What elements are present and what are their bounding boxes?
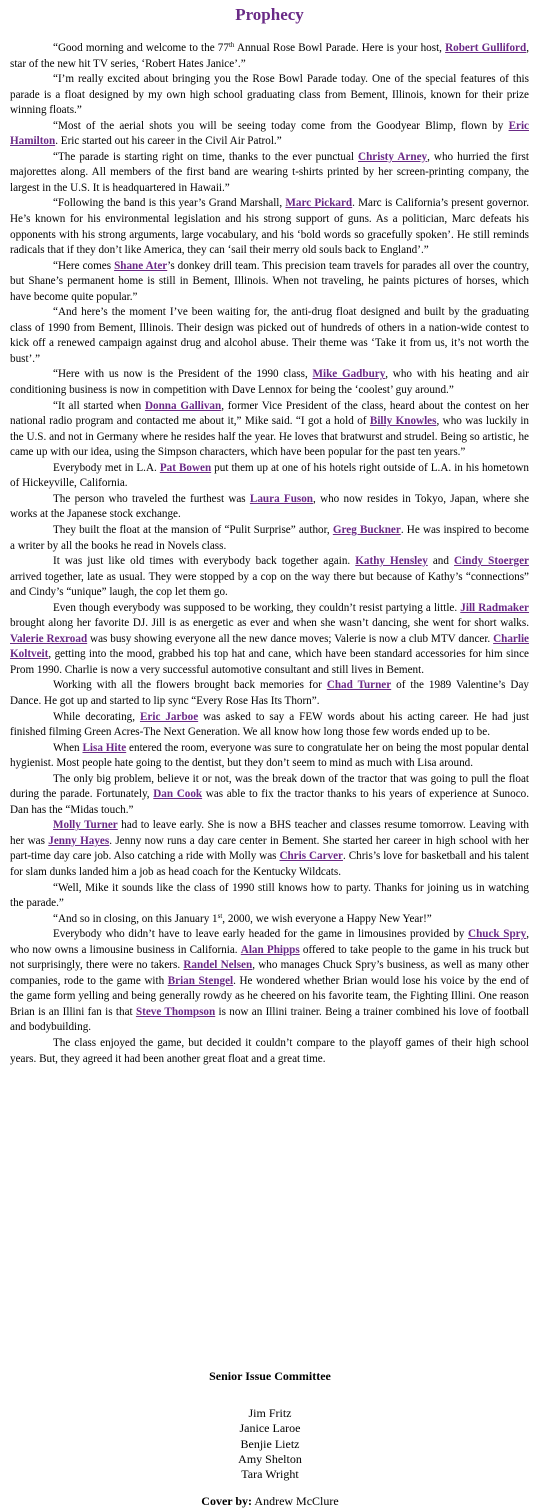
classmate-name-link[interactable]: Alan Phipps <box>240 943 300 956</box>
paragraph <box>10 461 529 492</box>
paragraph-text: The class enjoyed the game, but decided it couldn’t compare to the playoff games of their high school years. But, they agreed it had been another great float and a great time. <box>10 1037 529 1065</box>
paragraph <box>10 196 529 258</box>
paragraph-text: “Following the band is this year’s Grand Marshall, <box>53 197 286 210</box>
classmate-name-link[interactable]: Billy Knowles <box>369 415 437 428</box>
classmate-name-link[interactable]: Pat Bowen <box>159 461 212 474</box>
committee-member: Amy Shelton <box>238 1451 302 1466</box>
classmate-name-link[interactable]: Dan Cook <box>153 788 203 801</box>
classmate-name-link[interactable]: Cindy Stoerger <box>454 555 530 568</box>
paragraph <box>10 678 529 709</box>
paragraph <box>10 259 529 306</box>
paragraph <box>10 305 529 367</box>
senior-issue-committee <box>0 1369 540 1482</box>
paragraph-text: , who now resides in Tokyo, Japan, where she works at the Japanese stock exchange. <box>10 492 530 521</box>
classmate-name-link[interactable]: Lisa Hite <box>82 741 127 754</box>
paragraph <box>10 818 529 880</box>
classmate-name-link[interactable]: Molly Turner <box>53 819 118 832</box>
paragraph-text: The person who traveled the furthest was <box>53 492 250 505</box>
paragraph-text: Annual Rose Bowl Parade. Here is your host, <box>234 42 446 54</box>
paragraph-text: They built the float at the mansion of “Pulit Surprise” author, <box>53 523 333 536</box>
paragraph-text: was able to fix the tractor thanks to his years of experience at Sunoco. Dan has the “Midas touch.” <box>10 788 530 816</box>
paragraph-text: was busy showing everyone all the new dance moves; Valerie is now a club MTV dancer. <box>87 632 494 645</box>
ordinal-suffix: th <box>228 41 235 49</box>
classmate-name-link[interactable]: Eric Hamilton <box>10 119 529 148</box>
paragraph-text: Everybody who didn’t have to leave early headed for the game in limousines provided by <box>53 928 469 941</box>
paragraph-text: “The parade is starting right on time, thanks to the ever punctual <box>53 150 359 163</box>
paragraph-text: When <box>53 741 83 754</box>
paragraph-text: The only big problem, believe it or not, was the break down of the tractor that was going to pull the float during the parade. Fortunately, <box>10 772 529 801</box>
paragraph-text: “Good morning and welcome to the 77 <box>53 42 229 54</box>
classmate-name-link[interactable]: Jill Radmaker <box>460 601 530 614</box>
paragraph-text: . Eric started out his career in the Civil Air Patrol.” <box>55 135 282 148</box>
classmate-name-link[interactable]: Shane Ater <box>114 259 168 272</box>
paragraph-text: brought along her favorite DJ. Jill is as energetic as ever and when she wasn’t dancing, she went for short walks. <box>10 617 529 630</box>
paragraph <box>10 554 529 601</box>
classmate-name-link[interactable]: Donna Gallivan <box>144 399 222 412</box>
cover-artist: Andrew McClure <box>254 1494 339 1508</box>
paragraph-text: “Well, Mike it sounds like the class of 1990 still knows how to party. Thanks for joining us in watching the parade.” <box>10 881 529 910</box>
paragraph <box>10 523 529 554</box>
paragraph-text: . Marc is California’s present governor. He’s known for his environmental legislation and his strong support of guns. As a politician, Marc defeats his opponents with his strong arguments, large vocabulary, and his ‘bold words so gracefully spoken’. He still reminds radicals that if they don’t like America, they can ‘sail their merry old souls back to England’.” <box>10 197 529 257</box>
paragraph-text: Even though everybody was supposed to be working, they couldn’t resist partying a little. <box>53 601 461 614</box>
classmate-name-link[interactable]: Robert Gulliford <box>445 42 527 54</box>
paragraph-text: , who was luckily in the U.S. and not in Germany where he resides half the year. He loves that bratwurst and strudel. Being so artistic, he came up with our idea, using the Simpson characters, which have been popular for the past ten years.” <box>10 415 529 459</box>
committee-member: Jim Fritz <box>248 1406 292 1420</box>
paragraph <box>10 41 529 72</box>
classmate-name-link[interactable]: Jenny Hayes <box>48 834 110 847</box>
paragraph-text: . He was inspired to become a writer by all the books he read in Novels class. <box>10 523 529 552</box>
classmate-name-link[interactable]: Chris Carver <box>279 850 343 863</box>
paragraph-text: “Here comes <box>53 259 115 272</box>
classmate-name-link[interactable]: Kathy Hensley <box>355 555 428 568</box>
paragraph-text: had to leave early. She is now a BHS teacher and classes resume tomorrow. Leaving with her was <box>10 819 529 847</box>
cover-credit <box>0 1494 540 1509</box>
paragraph-text: , who with his heating and air conditioning business is now in competition with Dave Lennox for being the ‘coolest’ guy around.” <box>10 368 529 397</box>
committee-member: Janice Laroe <box>239 1421 301 1436</box>
paragraph-text: , who hurried the first majorettes along. All members of the first band are wearing t-shirts printed by her screen-printing company, the largest in the U.S. It is headquartered in Hawaii.” <box>10 150 529 194</box>
committee-heading: Senior Issue Committee <box>209 1369 331 1383</box>
paragraph-text: , getting into the mood, grabbed his top hat and cane, which have been standard accessories for him since Prom 1990. Charlie is now a very successful automotive consultant and still lives in Bement. <box>10 648 529 676</box>
paragraph-text: Working with all the flowers brought back memories for <box>53 679 327 692</box>
paragraph-text: “And here’s the moment I’ve been waiting for, the anti-drug float designed and built by the graduating class of 1990 from Bement, Illinois. Their design was picked out of hundreds of others in a nation-wide contest to kick off a renewed campaign against drug and alcohol abuse. Their theme was ‘Take it from us, it’s not worth the bust’.” <box>10 306 529 365</box>
paragraph <box>10 1036 529 1067</box>
paragraph-text: and <box>427 555 455 568</box>
paragraph <box>10 367 529 398</box>
paragraph-text: was asked to say a FEW words about his acting career. He had just finished filming Green Acres-The Next Generation. We all know how long those few words ended up to be. <box>10 710 529 739</box>
classmate-name-link[interactable]: Eric Jarboe <box>139 710 199 723</box>
classmate-name-link[interactable]: Laura Fuson <box>249 492 314 505</box>
paragraph-text: “It all started when <box>53 399 145 412</box>
paragraph-text: , star of the new hit TV series, ‘Robert Hates Janice’.” <box>10 42 529 70</box>
paragraph-text: is now an Illini trainer. Being a trainer combined his love of football and bodybuilding. <box>10 1005 530 1034</box>
paragraph <box>10 492 529 523</box>
paragraph-text: , who now owns a limousine business in California. <box>10 928 529 956</box>
paragraph <box>10 601 529 679</box>
paragraph-text: , former Vice President of the class, heard about the contest on her national radio program and contacted me about it,” Mike said. “I got a hold of <box>10 399 529 428</box>
ordinal-suffix: st <box>217 911 223 920</box>
paragraph-text: ’s donkey drill team. This precision team travels for parades all over the country, but Shane’s permanent home is still in Bement, Illinois. When not traveling, he paints pictures of horses, which have become quite popular.” <box>10 259 530 303</box>
paragraph <box>10 772 529 819</box>
paragraph <box>10 72 529 119</box>
paragraph-text: put them up at one of his hotels right outside of L.A. in his hometown of Hickeyville, California. <box>10 461 529 490</box>
classmate-name-link[interactable]: Chuck Spry <box>468 928 527 941</box>
paragraph-text: , who manages Chuck Spry’s business, as well as many other companies, rode to the game with <box>10 959 529 987</box>
paragraph <box>10 912 529 928</box>
classmate-name-link[interactable]: Greg Buckner <box>332 523 401 536</box>
paragraph-text: , 2000, we wish everyone a Happy New Year!” <box>222 912 432 925</box>
paragraph <box>10 741 529 772</box>
paragraph-text: arrived together, late as usual. They were stopped by a cop on the way there but because of Kathy’s “connections” and Cindy’s “unique” laugh, the cop let them go. <box>10 570 529 599</box>
paragraph-text: “Most of the aerial shots you will be seeing today come from the Goodyear Blimp, flown by <box>53 119 509 132</box>
committee-member: Benjie Lietz <box>240 1436 300 1451</box>
paragraph-text: . Jenny now runs a day care center in Bement. She started her career in high school with her part-time day care job. Also catching a ride with Molly was <box>10 834 529 863</box>
paragraph <box>10 119 529 150</box>
classmate-name-link[interactable]: Mike Gadbury <box>312 368 386 381</box>
cover-label: Cover by: <box>201 1494 253 1508</box>
paragraph-text: While decorating, <box>53 710 140 723</box>
page-title: Prophecy <box>235 5 304 24</box>
paragraph <box>10 881 529 912</box>
paragraph-text: “And so in closing, on this January 1 <box>53 912 218 925</box>
classmate-name-link[interactable]: Steve Thompson <box>135 1005 216 1018</box>
paragraph-text: Everybody met in L.A. <box>53 461 160 474</box>
committee-member: Tara Wright <box>241 1467 299 1482</box>
paragraph-text: offered to take people to the game in his truck but not surprisingly, there were no takers. <box>10 943 530 972</box>
paragraph <box>10 399 529 461</box>
article-body <box>10 41 529 1067</box>
paragraph-text: “Here with us now is the President of the 1990 class, <box>53 368 313 381</box>
paragraph-text: It was just like old times with everybody back together again. <box>53 555 356 568</box>
classmate-name-link[interactable]: Chad Turner <box>326 679 392 692</box>
paragraph <box>10 150 529 197</box>
paragraph <box>10 710 529 741</box>
paragraph-text: of the 1989 Valentine’s Day Dance. He got up and started to lip sync “Every Rose Has Its Thorn”. <box>10 679 529 707</box>
classmate-name-link[interactable]: Valerie Rexroad <box>10 632 88 645</box>
paragraph-text: entered the room, everyone was sure to congratulate her on being the most popular dental hygienist. Most people hate going to the dentist, but they don’t seem to mind as much with Lisa around. <box>10 741 529 770</box>
classmate-name-link[interactable]: Charlie Koltveit <box>10 632 530 661</box>
paragraph <box>10 927 529 1036</box>
paragraph-text: . Chris’s love for basketball and his talent for slam dunks landed him a job as head coach for the Kentucky Wildcats. <box>10 850 529 878</box>
classmate-name-link[interactable]: Brian Stengel <box>167 974 234 987</box>
paragraph-text: “I’m really excited about bringing you the Rose Bowl Parade today. One of the special features of this parade is a float designed by my own high school graduating class from Bement, Illinois, known for their prize winning floats.” <box>10 73 529 117</box>
classmate-name-link[interactable]: Randel Nelsen <box>183 959 253 972</box>
classmate-name-link[interactable]: Christy Arney <box>358 150 428 163</box>
paragraph-text: . He wondered whether Brian would lose his voice by the end of the game form yelling and being generally rowdy as he cheered on his favorite team, the Fighting Illini. One reason Brian is an Illini fan is that <box>10 974 529 1018</box>
classmate-name-link[interactable]: Marc Pickard <box>285 197 353 210</box>
